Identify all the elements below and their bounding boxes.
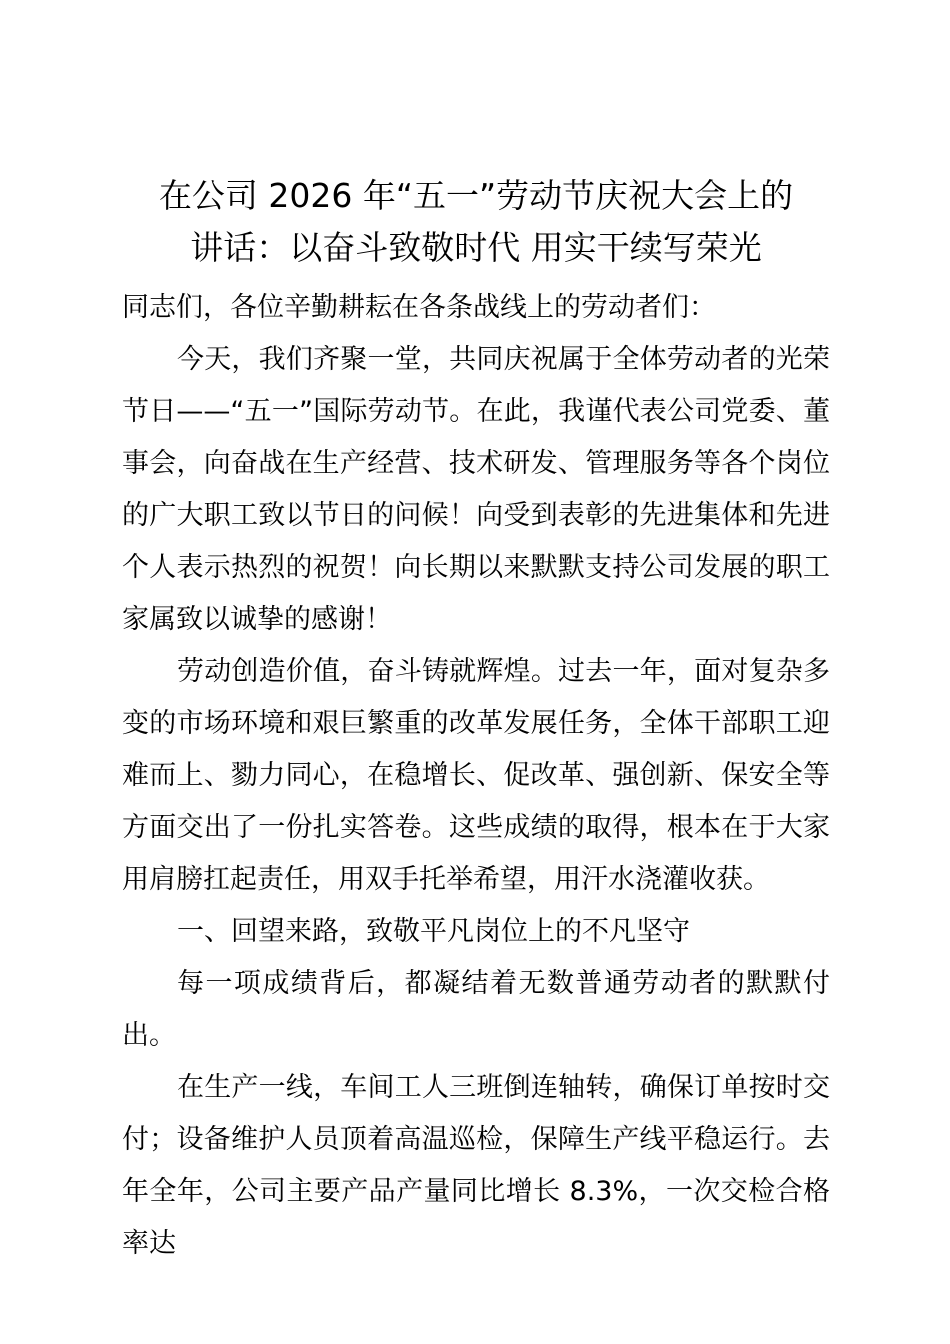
paragraph-2: 劳动创造价值，奋斗铸就辉煌。过去一年，面对复杂多变的市场环境和艰巨繁重的改革发展任务，全体干部职工迎难而上、勠力同心，在稳增长、促改革、强创新、保安全等方面交出了一份扎实答卷。这些成绩的取得，根本在于大家用肩膀扛起责任，用双手托举希望，用汗水浇灌收获。 xyxy=(122,656,830,895)
document-title xyxy=(122,170,830,274)
title-line-1: 在公司 2026 年“五一”劳动节庆祝大会上的 xyxy=(158,176,794,215)
title-line-2: 讲话：以奋斗致敬时代 用实干续写荣光 xyxy=(190,228,762,267)
section-paragraph-1: 每一项成绩背后，都凝结着无数普通劳动者的默默付出。 xyxy=(122,968,830,1051)
salutation: 同志们，各位辛勤耕耘在各条战线上的劳动者们： xyxy=(122,292,716,323)
paragraph-1: 今天，我们齐聚一堂，共同庆祝属于全体劳动者的光荣节日——“五一”国际劳动节。在此，我谨代表公司党委、董事会，向奋战在生产经营、技术研发、管理服务等各个岗位的广大职工致以节日的问候！向受到表彰的先进集体和先进个人表示热烈的祝贺！向长期以来默默支持公司发展的职工家属致以诚挚的感谢！ xyxy=(122,344,830,635)
section-paragraph-2: 在生产一线，车间工人三班倒连轴转，确保订单按时交付；设备维护人员顶着高温巡检，保障生产线平稳运行。去年全年，公司主要产品产量同比增长 8.3%，一次交检合格率达 xyxy=(122,1072,830,1259)
section-heading-1: 一、回望来路，致敬平凡岗位上的不凡坚守 xyxy=(177,916,690,947)
document-body xyxy=(122,170,830,1270)
